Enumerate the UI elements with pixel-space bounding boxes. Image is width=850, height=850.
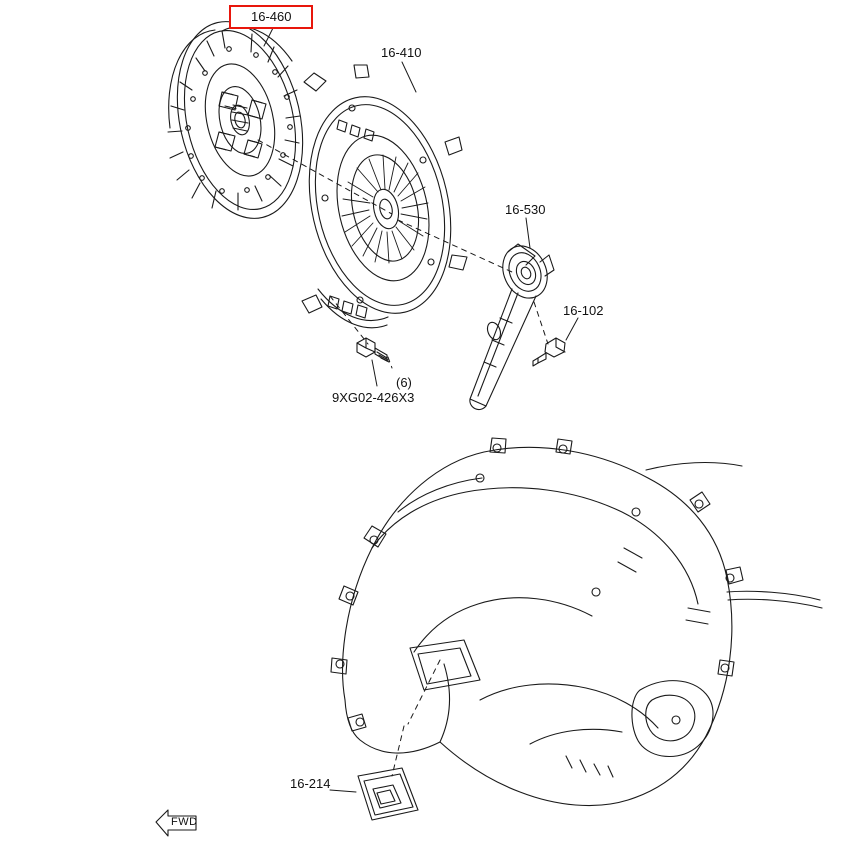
clutch-disc-drawing [159, 9, 321, 231]
pressure-plate-drawing [289, 65, 471, 328]
callout-bolt-quantity: (6) [396, 375, 412, 390]
pivot-bolt-drawing [533, 338, 565, 366]
fwd-orientation-label: FWD [171, 816, 198, 828]
callout-pressure-plate[interactable]: 16-410 [381, 45, 422, 60]
callout-boot-seal[interactable]: 16-214 [290, 776, 331, 791]
callout-leaders [264, 22, 578, 792]
callout-bolt-set[interactable]: 9XG02-426X3 [332, 390, 415, 405]
cover-bolt-drawing [357, 338, 389, 362]
callout-release-bearing[interactable]: 16-530 [505, 202, 546, 217]
release-bearing-fork-drawing [470, 239, 556, 410]
callout-clutch-disc[interactable]: 16-460 [229, 5, 313, 29]
boot-seal-drawing [358, 768, 418, 820]
callout-pivot-bolt[interactable]: 16-102 [563, 303, 604, 318]
transmission-housing-drawing [331, 438, 822, 806]
